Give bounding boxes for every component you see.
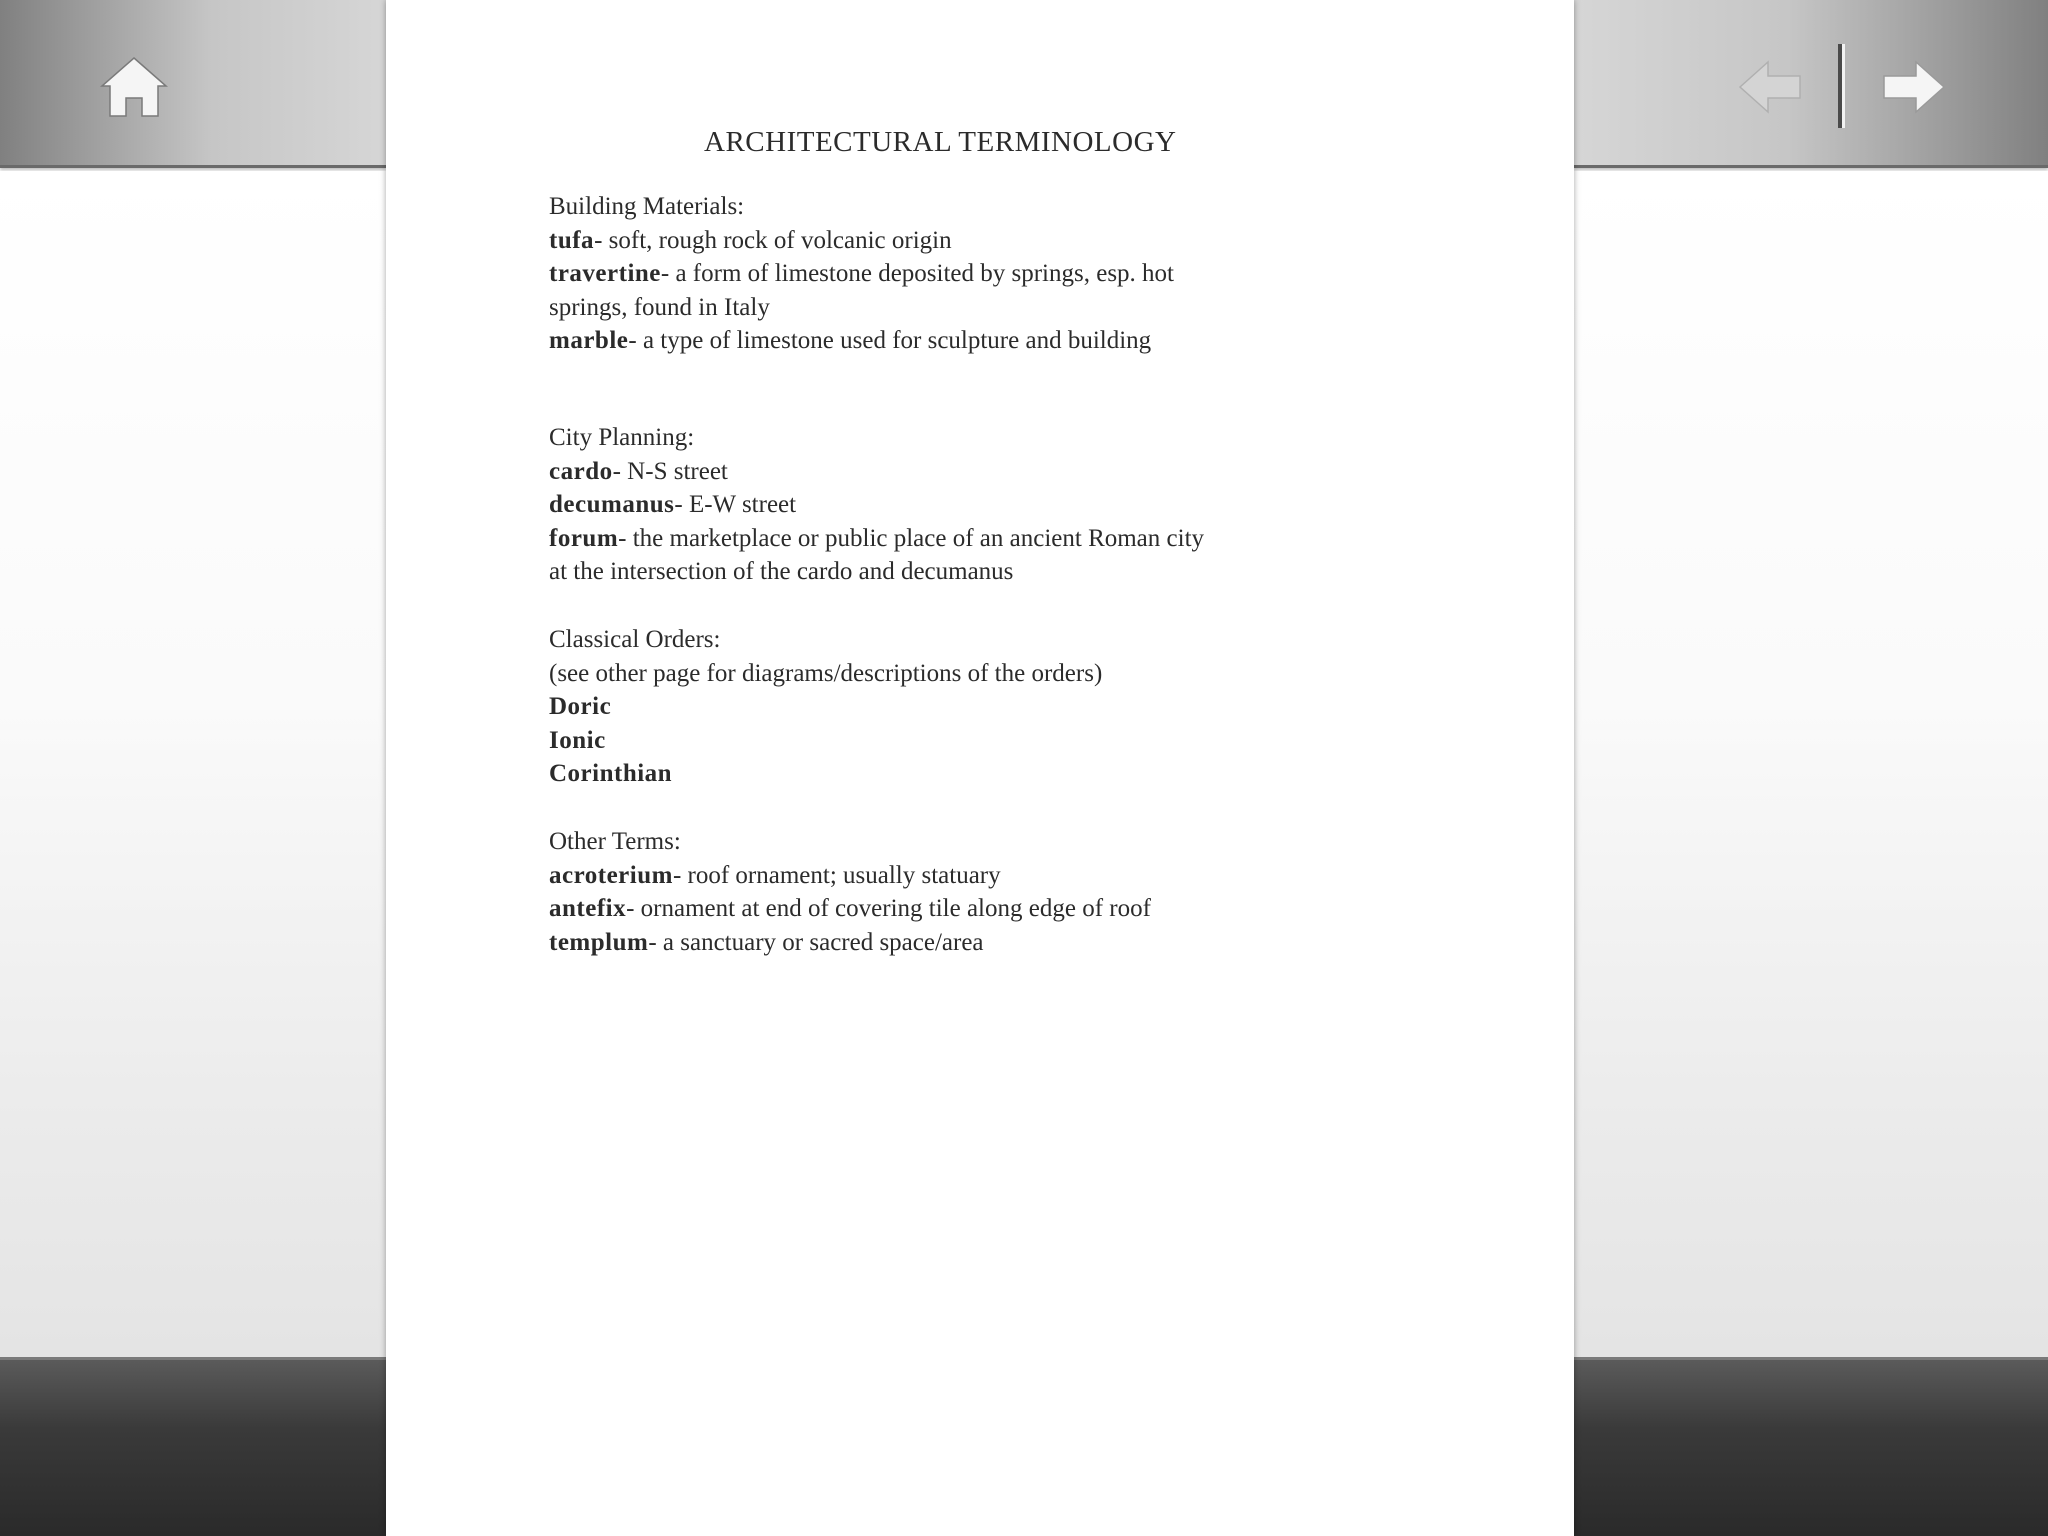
order-name: Ionic	[549, 726, 606, 754]
entry-term: templum	[549, 928, 649, 956]
home-button[interactable]	[100, 56, 168, 118]
top-toolbar-left	[0, 0, 386, 168]
order-name: Corinthian	[549, 760, 673, 788]
right-sidebar	[1574, 0, 2048, 1536]
page-navigation	[1738, 44, 1978, 130]
section-other-terms	[549, 825, 1151, 959]
glossary-entry	[549, 257, 1174, 291]
arrow-right-icon	[1880, 60, 1946, 114]
right-margin	[1574, 171, 2048, 1357]
bottom-toolbar-left	[0, 1357, 386, 1536]
entry-continuation: at the intersection of the cardo and decumanus	[549, 558, 1014, 586]
entry-term: marble	[549, 327, 629, 355]
left-sidebar	[0, 0, 386, 1536]
section-classical-orders	[549, 623, 1102, 791]
glossary-entry	[549, 455, 1204, 489]
previous-page-button[interactable]	[1738, 60, 1804, 114]
section-heading: City Planning:	[549, 424, 695, 451]
entry-definition: - N-S street	[612, 457, 728, 485]
entry-definition: - ornament at end of covering tile along edge of roof	[626, 895, 1151, 923]
document-title: ARCHITECTURAL TERMINOLOGY	[704, 126, 1177, 158]
entry-definition: - the marketplace or public place of an ancient Roman city	[618, 524, 1205, 552]
order-name: Doric	[549, 693, 612, 721]
left-margin	[0, 171, 386, 1357]
entry-definition: - soft, rough rock of volcanic origin	[594, 226, 952, 254]
nav-divider	[1838, 44, 1842, 128]
glossary-entry	[549, 522, 1204, 556]
glossary-entry	[549, 926, 1151, 960]
section-heading: Other Terms:	[549, 828, 681, 855]
section-city-planning	[549, 421, 1204, 589]
entry-continuation: springs, found in Italy	[549, 293, 770, 321]
next-page-button[interactable]	[1880, 60, 1946, 114]
glossary-entry	[549, 488, 1204, 522]
entry-term: tufa	[549, 226, 595, 254]
entry-definition: - E-W street	[674, 491, 797, 519]
entry-term: travertine	[549, 260, 661, 288]
section-heading: Building Materials:	[549, 193, 745, 220]
home-icon	[100, 56, 168, 118]
section-note: (see other page for diagrams/descriptions of the orders)	[549, 659, 1103, 687]
entry-definition: - a sanctuary or sacred space/area	[648, 928, 984, 956]
entry-definition: - a type of limestone used for sculpture and building	[628, 327, 1152, 355]
glossary-entry	[549, 324, 1174, 358]
entry-definition: - roof ornament; usually statuary	[672, 861, 1001, 889]
bottom-toolbar-right	[1574, 1357, 2048, 1536]
section-building-materials	[549, 190, 1174, 358]
entry-term: decumanus	[549, 491, 675, 519]
glossary-entry	[549, 892, 1151, 926]
glossary-entry	[549, 224, 1174, 258]
section-heading: Classical Orders:	[549, 626, 721, 653]
entry-term: cardo	[549, 457, 613, 485]
entry-term: forum	[549, 524, 619, 552]
glossary-entry	[549, 859, 1151, 893]
entry-term: antefix	[549, 895, 627, 923]
entry-definition: - a form of limestone deposited by springs, esp. hot	[660, 260, 1175, 288]
entry-term: acroterium	[549, 861, 673, 889]
arrow-left-icon	[1738, 60, 1804, 114]
